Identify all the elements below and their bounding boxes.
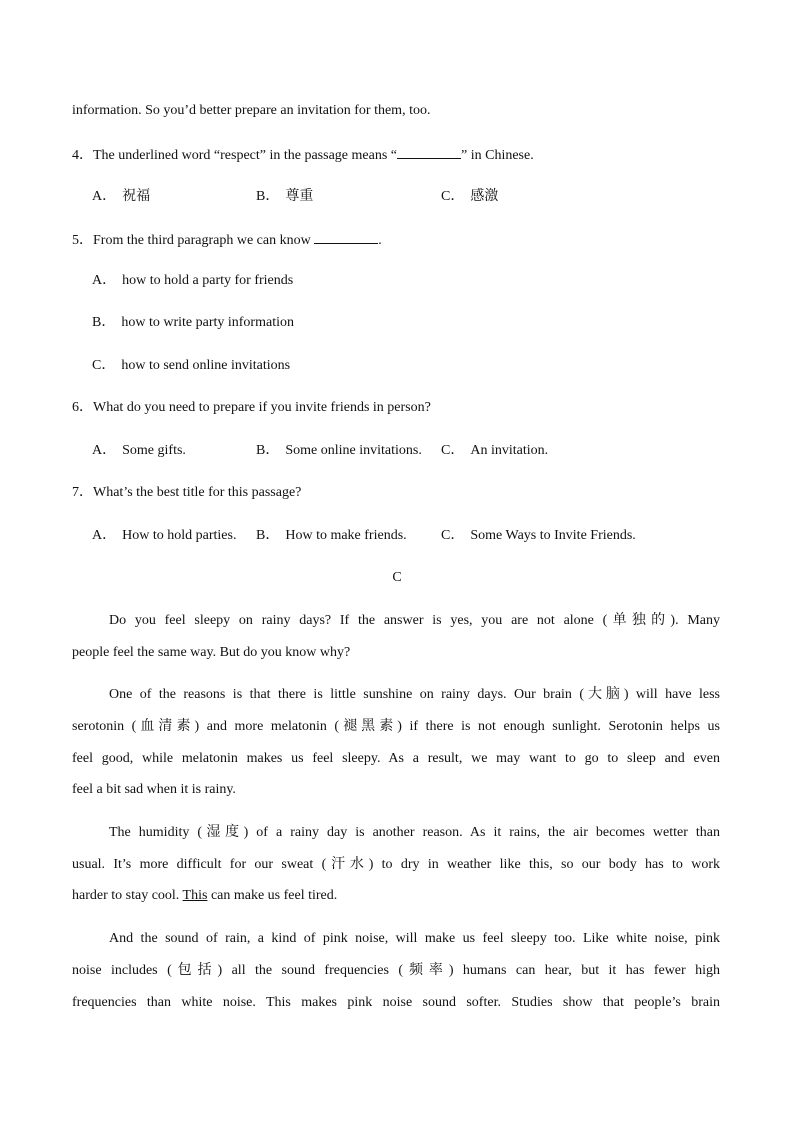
- option-text: Some Ways to Invite Friends.: [470, 528, 636, 543]
- paragraph-2-line-1: One of the reasons is that there is little sunshine on rainy days. Our brain (大脑) will have less: [109, 687, 720, 702]
- answer-blank: [397, 144, 461, 159]
- question-4-stem-post: ” in Chinese.: [461, 148, 534, 163]
- answer-blank: [314, 229, 378, 244]
- option-label: A．: [92, 189, 117, 204]
- option-text: 祝福: [122, 188, 151, 204]
- option-text: An invitation.: [470, 443, 549, 458]
- option-text: 尊重: [285, 188, 314, 204]
- question-6-stem: 6．What do you need to prepare if you invite friends in person?: [72, 400, 431, 415]
- question-7-option-c: [441, 526, 636, 546]
- option-text: how to send online invitations: [121, 358, 291, 373]
- question-7-option-a: [92, 526, 236, 546]
- paragraph-3-line-2: usual. It’s more difficult for our sweat (汗水) to dry in weather like this, so our body has to work: [72, 857, 720, 872]
- option-label: B．: [256, 443, 280, 458]
- question-5-option-a: [92, 271, 293, 291]
- option-label: C．: [441, 189, 465, 204]
- paragraph-2-line-2: serotonin (血清素) and more melatonin (褪黑素) if there is not enough sunlight. Serotonin helps us: [72, 719, 720, 734]
- option-text: How to make friends.: [285, 528, 407, 543]
- option-text: Some gifts.: [122, 443, 186, 458]
- paragraph-3-line-3: [72, 886, 722, 906]
- option-label: B．: [256, 189, 280, 204]
- paragraph-4-line-3: frequencies than white noise. This makes pink noise sound softer. Studies show that people’s brain: [72, 995, 720, 1010]
- paragraph-1-line-2: people feel the same way. But do you know why?: [72, 645, 351, 660]
- question-5-stem: [72, 229, 722, 251]
- paragraph-3-text: harder to stay cool.: [72, 888, 183, 903]
- top-line: information. So you’d better prepare an invitation for them, too.: [72, 103, 431, 118]
- option-label: B．: [92, 315, 116, 330]
- question-4-stem: [72, 144, 722, 166]
- paragraph-4-line-2: noise includes (包括) all the sound frequencies (频率) humans can hear, but it has fewer high: [72, 963, 720, 978]
- question-4-stem-pre: 4．The underlined word “respect” in the passage means “: [72, 148, 397, 163]
- paragraph-2-line-4: feel a bit sad when it is rainy.: [72, 782, 236, 797]
- question-7-stem: 7．What’s the best title for this passage?: [72, 485, 302, 500]
- underlined-word: This: [182, 888, 208, 903]
- paragraph-4-line-1: And the sound of rain, a kind of pink noise, will make us feel sleepy too. Like white noise, pink: [109, 931, 720, 946]
- question-5-stem-post: .: [378, 233, 382, 248]
- paragraph-2-line-3: feel good, while melatonin makes us feel sleepy. As a result, we may want to go to sleep and even: [72, 751, 720, 766]
- section-heading: C: [392, 570, 402, 585]
- paragraph-1-line-1: Do you feel sleepy on rainy days? If the answer is yes, you are not alone (单独的). Many: [109, 613, 720, 628]
- option-label: C．: [441, 443, 465, 458]
- question-6-option-a: [92, 441, 186, 461]
- option-text: how to hold a party for friends: [122, 273, 294, 288]
- question-5-stem-pre: 5．From the third paragraph we can know: [72, 233, 311, 248]
- question-4-option-b: [256, 186, 313, 207]
- option-label: A．: [92, 273, 117, 288]
- question-6-option-b: [256, 441, 422, 461]
- question-5-option-c: [92, 356, 290, 376]
- question-7-option-b: [256, 526, 407, 546]
- option-label: B．: [256, 528, 280, 543]
- option-text: Some online invitations.: [285, 443, 422, 458]
- paragraph-3-line-1: The humidity (湿度) of a rainy day is another reason. As it rains, the air becomes wetter than: [109, 825, 720, 840]
- option-label: A．: [92, 443, 117, 458]
- option-text: how to write party information: [121, 315, 294, 330]
- question-4-option-c: [441, 186, 498, 207]
- question-4-option-a: [92, 186, 150, 207]
- question-6-option-c: [441, 441, 548, 461]
- option-label: C．: [441, 528, 465, 543]
- option-label: C．: [92, 358, 116, 373]
- option-text: 感激: [470, 188, 499, 204]
- question-5-option-b: [92, 313, 294, 333]
- option-label: A．: [92, 528, 117, 543]
- option-text: How to hold parties.: [122, 528, 237, 543]
- paragraph-3-text: can make us feel tired.: [207, 888, 338, 903]
